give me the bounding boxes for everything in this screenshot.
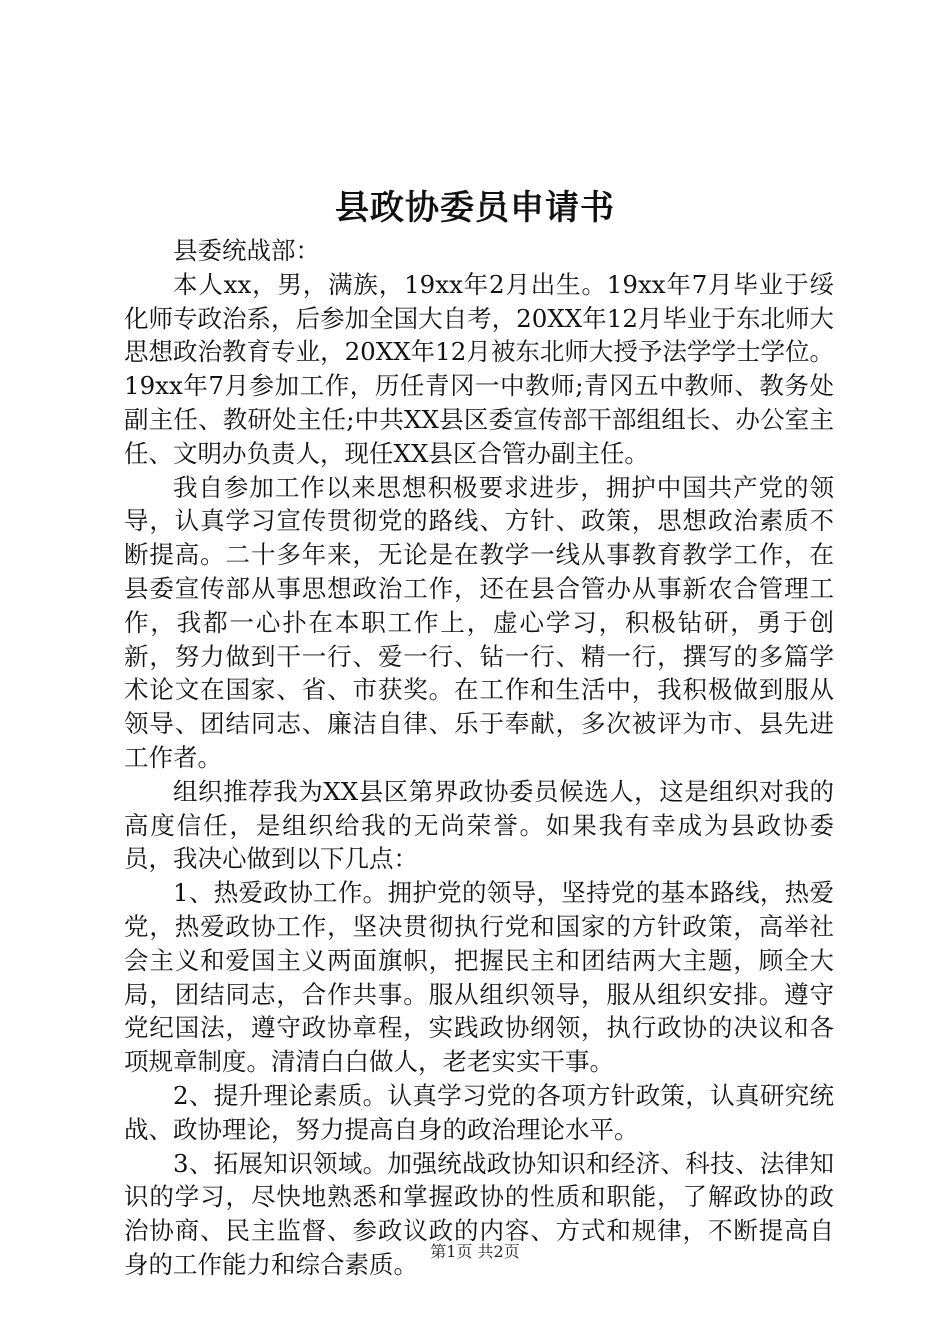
paragraph-work-performance: 我自参加工作以来思想积极要求进步，拥护中国共产党的领导，认真学习宣传贯彻党的路线、方针、政策，思想政治素质不断提高。二十多年来，无论是在教学一线从事教育教学工作，在县委宣传部从事思想政治工作，还在县合管办从事新农合管理工作，我都一心扑在本职工作上，虚心学习，积极钻研，勇于创新，努力做到干一行、爱一行、钻一行、精一行，撰写的多篇学术论文在国家、省、市获奖。在工作和生活中，我积极做到服从领导、团结同志、廉洁自律、乐于奉献，多次被评为市、县先进工作者。 xyxy=(124,472,834,772)
paragraph-nomination: 组织推荐我为XX县区第界政协委员候选人，这是组织对我的高度信任，是组织给我的无尚荣誉。如果我有幸成为县政协委员，我决心做到以下几点： xyxy=(124,776,834,874)
salutation: 县委统战部： xyxy=(173,236,320,265)
document-body xyxy=(124,234,834,1282)
page-indicator: 第1页 共2页 xyxy=(430,1242,520,1261)
paragraph-point-1: 1、热爱政协工作。拥护党的领导，坚持党的基本路线，热爱党，热爱政协工作，坚决贯彻执行党和国家的方针政策，高举社会主义和爱国主义两面旗帜，把握民主和团结两大主题，顾全大局，团结同志，合作共事。服从组织领导，服从组织安排。遵守党纪国法，遵守政协章程，实践政协纲领，执行政协的决议和各项规章制度。清清白白做人，老老实实干事。 xyxy=(124,878,834,1077)
document-title: 县政协委员申请书 xyxy=(335,188,615,228)
paragraph-personal-info: 本人xx，男，满族，19xx年2月出生。19xx年7月毕业于绥化师专政治系，后参加全国大自考，20XX年12月毕业于东北师大思想政治教育专业，20XX年12月被东北师大授予法学学士学位。19xx年7月参加工作，历任青冈一中教师;青冈五中教师、教务处副主任、教研处主任;中共XX县区委宣传部干部组组长、办公室主任、文明办负责人，现任XX县区合管办副主任。 xyxy=(124,269,834,468)
paragraph-point-2: 2、提升理论素质。认真学习党的各项方针政策，认真研究统战、政协理论，努力提高自身的政治理论水平。 xyxy=(124,1080,834,1144)
paragraph-point-3: 3、拓展知识领域。加强统战政协知识和经济、科技、法律知识的学习，尽快地熟悉和掌握政协的性质和职能，了解政协的政治协商、民主监督、参政议政的内容、方式和规律，不断提高自身的工作能力和综合素质。 xyxy=(124,1148,834,1279)
